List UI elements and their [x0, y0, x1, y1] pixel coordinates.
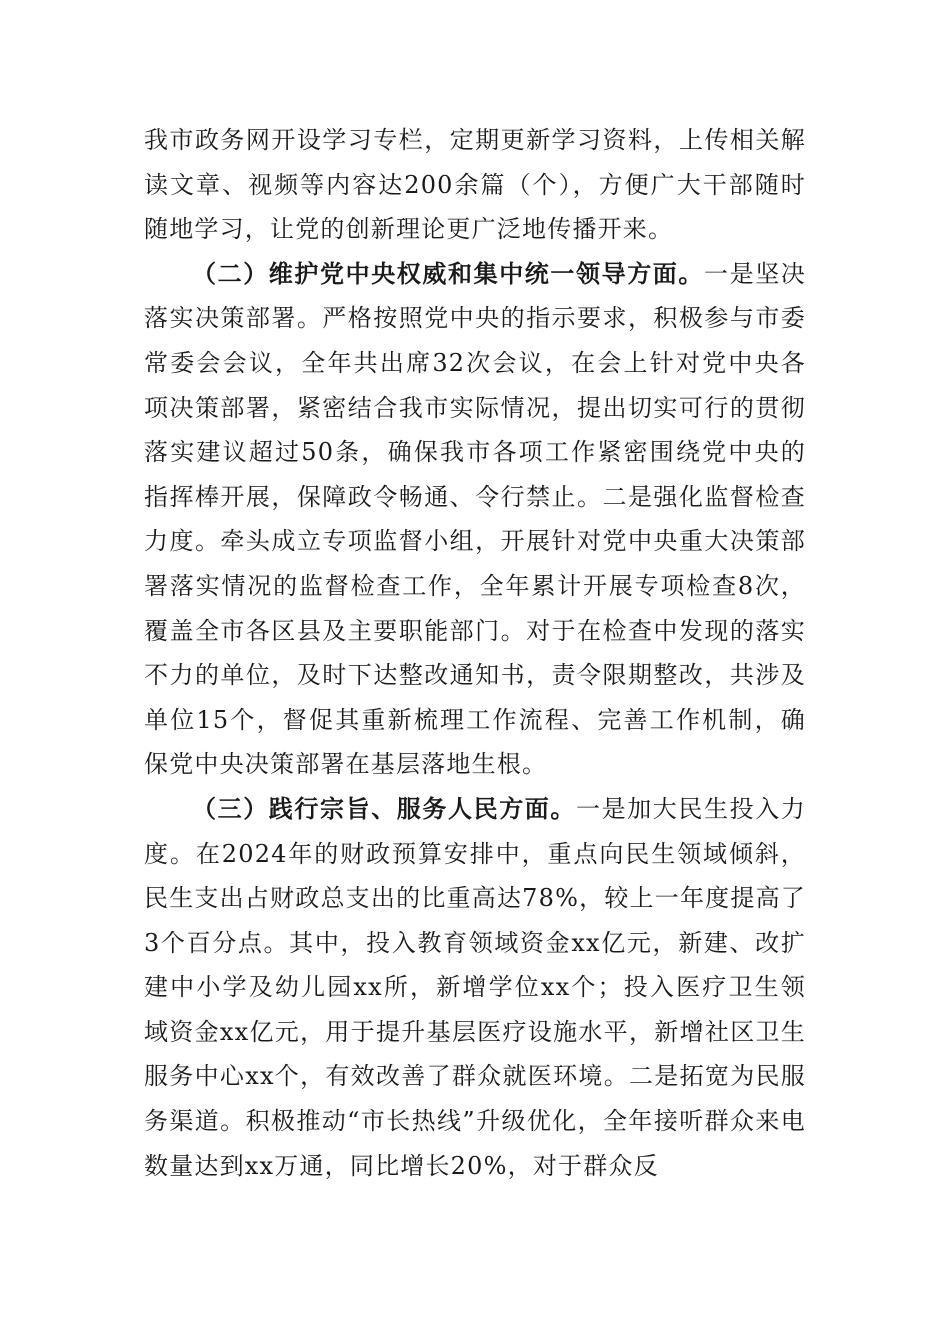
section-two-body: 一是坚决落实决策部署。严格按照党中央的指示要求，积极参与市委常委会会议，全年共出席32次会议，在会上针对党中央各项决策部署，紧密结合我市实际情况，提出切实可行的贯彻落实建议超过50条，确保我市各项工作紧密围绕党中央的指挥棒开展，保障政令畅通、令行禁止。二是强化监督检查力度。牵头成立专项监督小组，开展针对党中央重大决策部署落实情况的监督检查工作，全年累计开展专项检查8次，覆盖全市各区县及主要职能部门。对于在检查中发现的落实不力的单位，及时下达整改通知书，责令限期整改，共涉及单位15个，督促其重新梳理工作流程、完善工作机制，确保党中央决策部署在基层落地生根。: [144, 259, 806, 779]
paragraph-section-three: [144, 787, 806, 1188]
paragraph-1-body: 我市政务网开设学习专栏，定期更新学习资料，上传相关解读文章、视频等内容达200余篇（个），方便广大干部随时随地学习，让党的创新理论更广泛地传播开来。: [144, 126, 806, 244]
document-page: [144, 118, 806, 1188]
section-three-heading: （三）践行宗旨、服务人民方面。: [192, 793, 576, 823]
paragraph-section-two: [144, 252, 806, 787]
paragraph-continued: [144, 118, 806, 252]
section-two-heading: （二）维护党中央权威和集中统一领导方面。: [192, 258, 704, 288]
section-three-body: 一是加大民生投入力度。在2024年的财政预算安排中，重点向民生领域倾斜，民生支出占财政总支出的比重高达78%，较上一年度提高了3个百分点。其中，投入教育领域资金xx亿元，新建、改扩建中小学及幼儿园xx所，新增学位xx个；投入医疗卫生领域资金xx亿元，用于提升基层医疗设施水平，新增社区卫生服务中心xx个，有效改善了群众就医环境。二是拓宽为民服务渠道。积极推动“市长热线”升级优化，全年接听群众来电数量达到xx万通，同比增长20%，对于群众反: [144, 794, 806, 1180]
